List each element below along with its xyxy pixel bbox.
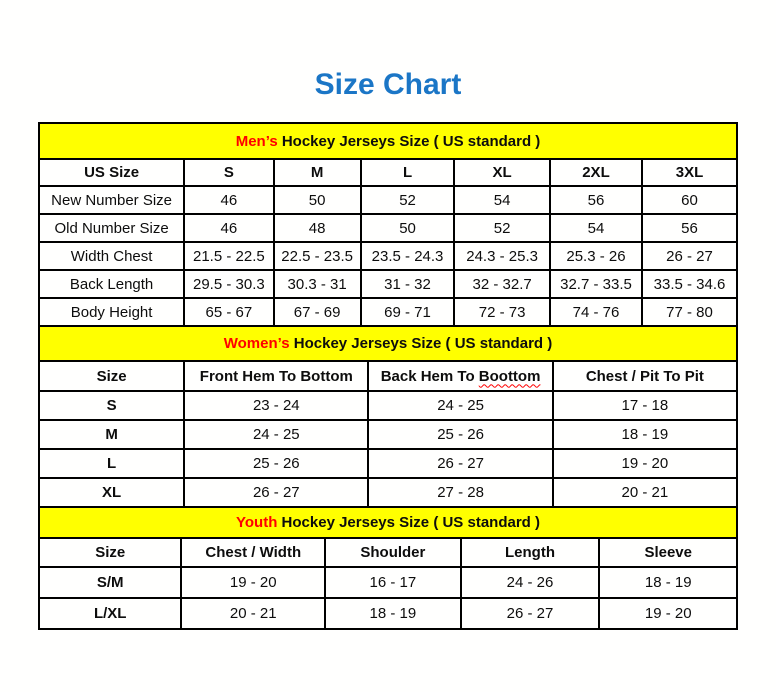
size-value-cell: 74 - 76 — [550, 298, 642, 326]
size-value-cell: 26 - 27 — [368, 449, 552, 478]
mens-col-header: US Size — [39, 159, 184, 186]
size-value-cell: 77 - 80 — [642, 298, 737, 326]
size-value-cell: 52 — [454, 214, 550, 242]
size-value-cell: 18 - 19 — [599, 567, 737, 598]
size-value-cell: 65 - 67 — [184, 298, 273, 326]
size-value-cell: 19 - 20 — [599, 598, 737, 629]
page-title: Size Chart — [314, 68, 462, 101]
size-value-cell: 26 - 27 — [184, 478, 368, 507]
size-value-cell: 16 - 17 — [325, 567, 460, 598]
youth-col-header: Size — [39, 538, 181, 567]
size-value-cell: 25 - 26 — [368, 420, 552, 449]
size-chart-tables — [38, 122, 738, 630]
size-value-cell: 60 — [642, 186, 737, 214]
size-value-cell: 46 — [184, 214, 273, 242]
size-value-cell: 18 - 19 — [553, 420, 737, 449]
table-row — [39, 298, 737, 326]
size-value-cell: 52 — [361, 186, 455, 214]
mens-col-header: S — [184, 159, 273, 186]
womens-size-table — [38, 325, 738, 508]
womens-col-header: Size — [39, 361, 184, 391]
size-value-cell: 46 — [184, 186, 273, 214]
size-value-cell: 69 - 71 — [361, 298, 455, 326]
size-value-cell: 17 - 18 — [553, 391, 737, 420]
womens-banner-text: Hockey Jerseys Size ( US standard ) — [289, 335, 553, 352]
mens-banner-text: Hockey Jerseys Size ( US standard ) — [277, 132, 541, 150]
size-value-cell: 26 - 27 — [642, 242, 737, 270]
size-value-cell: 24.3 - 25.3 — [454, 242, 550, 270]
youth-col-header: Sleeve — [599, 538, 737, 567]
size-value-cell: 27 - 28 — [368, 478, 552, 507]
size-value-cell: 50 — [361, 214, 455, 242]
row-label: M — [39, 420, 184, 449]
table-row — [39, 242, 737, 270]
size-value-cell: 23 - 24 — [184, 391, 368, 420]
table-row — [39, 214, 737, 242]
row-label: XL — [39, 478, 184, 507]
mens-banner-row — [39, 123, 737, 159]
mens-header-row — [39, 159, 737, 186]
mens-col-header: 3XL — [642, 159, 737, 186]
size-value-cell: 54 — [550, 214, 642, 242]
youth-banner — [39, 507, 737, 538]
mens-col-header: XL — [454, 159, 550, 186]
size-value-cell: 24 - 25 — [184, 420, 368, 449]
mens-col-header: M — [274, 159, 361, 186]
size-value-cell: 26 - 27 — [461, 598, 600, 629]
womens-header-row — [39, 361, 737, 391]
size-value-cell: 33.5 - 34.6 — [642, 270, 737, 298]
table-row — [39, 598, 737, 629]
mens-size-table — [38, 122, 738, 327]
table-row — [39, 186, 737, 214]
womens-banner-highlight: Women’s — [223, 335, 290, 352]
size-value-cell: 19 - 20 — [181, 567, 325, 598]
youth-col-header: Shoulder — [325, 538, 460, 567]
youth-col-header: Length — [461, 538, 600, 567]
size-value-cell: 24 - 26 — [461, 567, 600, 598]
size-value-cell: 20 - 21 — [553, 478, 737, 507]
size-value-cell: 48 — [274, 214, 361, 242]
table-row — [39, 449, 737, 478]
size-value-cell: 23.5 - 24.3 — [361, 242, 455, 270]
row-label: S — [39, 391, 184, 420]
row-label: Old Number Size — [39, 214, 184, 242]
youth-banner-highlight: Youth — [236, 514, 278, 531]
mens-banner-highlight: Men’s — [235, 132, 278, 150]
youth-header-row — [39, 538, 737, 567]
size-value-cell: 25.3 - 26 — [550, 242, 642, 270]
size-value-cell: 29.5 - 30.3 — [184, 270, 273, 298]
spellcheck-underline: Boottom — [478, 367, 541, 385]
table-row — [39, 567, 737, 598]
youth-banner-text: Hockey Jerseys Size ( US standard ) — [277, 514, 540, 531]
size-value-cell: 32 - 32.7 — [454, 270, 550, 298]
size-value-cell: 21.5 - 22.5 — [184, 242, 273, 270]
row-label: Body Height — [39, 298, 184, 326]
size-value-cell: 30.3 - 31 — [274, 270, 361, 298]
size-value-cell: 19 - 20 — [553, 449, 737, 478]
size-value-cell: 72 - 73 — [454, 298, 550, 326]
row-label: S/M — [39, 567, 181, 598]
womens-banner — [39, 326, 737, 361]
womens-col-header: Back Hem To Boottom — [368, 361, 552, 391]
youth-banner-row — [39, 507, 737, 538]
size-value-cell: 22.5 - 23.5 — [274, 242, 361, 270]
size-value-cell: 31 - 32 — [361, 270, 455, 298]
womens-col-header: Front Hem To Bottom — [184, 361, 368, 391]
table-row — [39, 478, 737, 507]
size-value-cell: 18 - 19 — [325, 598, 460, 629]
size-value-cell: 24 - 25 — [368, 391, 552, 420]
row-label: L — [39, 449, 184, 478]
mens-banner — [39, 123, 737, 159]
row-label: Width Chest — [39, 242, 184, 270]
mens-col-header: 2XL — [550, 159, 642, 186]
table-row — [39, 270, 737, 298]
row-label: L/XL — [39, 598, 181, 629]
row-label: New Number Size — [39, 186, 184, 214]
size-value-cell: 56 — [642, 214, 737, 242]
table-row — [39, 391, 737, 420]
youth-size-table — [38, 506, 738, 630]
size-value-cell: 54 — [454, 186, 550, 214]
size-value-cell: 25 - 26 — [184, 449, 368, 478]
row-label: Back Length — [39, 270, 184, 298]
size-value-cell: 20 - 21 — [181, 598, 325, 629]
size-value-cell: 50 — [274, 186, 361, 214]
size-value-cell: 67 - 69 — [274, 298, 361, 326]
table-row — [39, 420, 737, 449]
mens-col-header: L — [361, 159, 455, 186]
size-value-cell: 56 — [550, 186, 642, 214]
womens-col-header: Chest / Pit To Pit — [553, 361, 737, 391]
womens-banner-row — [39, 326, 737, 361]
youth-col-header: Chest / Width — [181, 538, 325, 567]
size-value-cell: 32.7 - 33.5 — [550, 270, 642, 298]
